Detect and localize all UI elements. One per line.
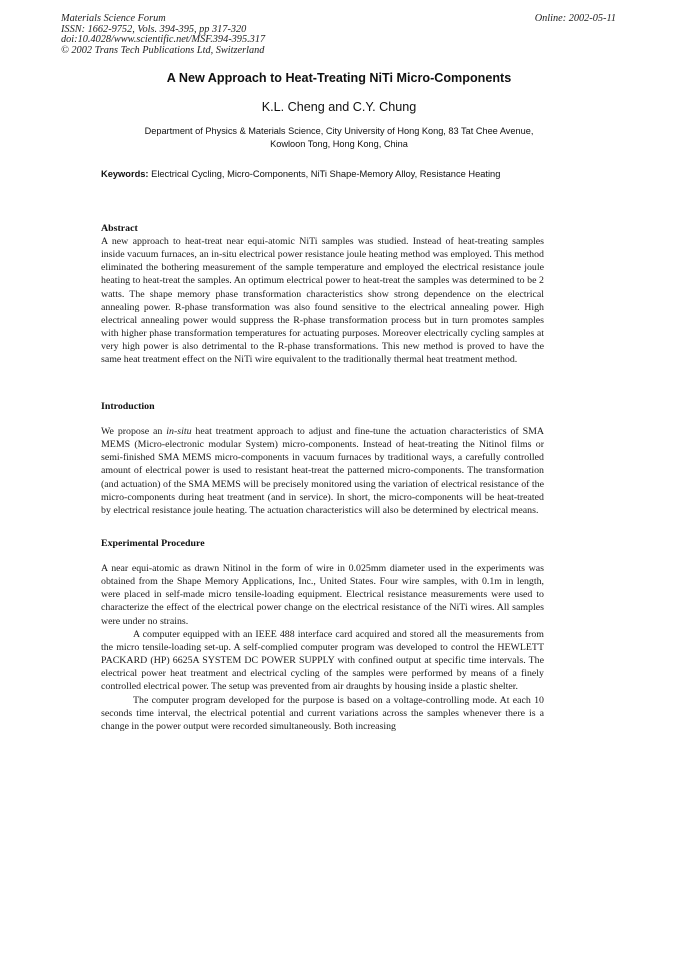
issn-line: ISSN: 1662-9752, Vols. 394-395, pp 317-320 xyxy=(61,23,247,35)
author-affiliation xyxy=(92,125,586,150)
paper-title: A New Approach to Heat-Treating NiTi Micro-Components xyxy=(166,71,512,85)
paper-authors: K.L. Cheng and C.Y. Chung xyxy=(261,100,417,114)
experimental-heading: Experimental Procedure xyxy=(101,538,205,549)
introduction-section xyxy=(101,400,544,517)
introduction-heading: Introduction xyxy=(101,401,155,412)
abstract-section xyxy=(101,222,544,367)
publication-meta xyxy=(61,14,265,56)
copyright-line: © 2002 Trans Tech Publications Ltd, Switzerland xyxy=(61,44,265,56)
keywords-text: Electrical Cycling, Micro-Components, NiTi Shape-Memory Alloy, Resistance Heating xyxy=(151,169,501,179)
keywords-label: Keywords: xyxy=(101,169,149,179)
doi-line[interactable]: doi:10.4028/www.scientific.net/MSF.394-395.317 xyxy=(61,34,266,46)
experimental-para-2: A computer equipped with an IEEE 488 interface card acquired and stored all the measurements from the micro tensile-loading set-up. A self-complied computer program was developed to control the HEWLETT PACKARD (HP) 6625A SYSTEM DC POWER SUPPLY with confined output at specific time intervals. The electrical power heat treatment and electrical cycling of the samples were performed by means of a finely controlled electrical power. The setup was prevented from air draughts by housing inside a plastic shelter. xyxy=(101,628,544,693)
abstract-text: A new approach to heat-treat near equi-atomic NiTi samples was studied. Instead of heat-treating samples inside vacuum furnaces, an in-situ electrical power resistance joule heating method was employed. This method eliminated the bothering measurement of the sample temperature and employed the electrical resistance joule heating to heat-treat the samples. An optimum electrical power to heat-treat the samples was determined to be 2 watts. The shape memory phase transformation characteristics show strong dependence on the electrical annealing power. R-phase transformation was also found sensitive to the electrical annealing power. High electrical annealing power would suppress the R-phase transformation process but in turn promotes samples with higher phase transformation temperatures for actuating purposes. Moreover electrically cycling samples at very high power is also detrimental to the R-phase transformations. This new method is proved to have the same heat treatment effect on the NiTi wire equivalent to the traditionally thermal heat treatment method. xyxy=(101,236,544,366)
introduction-text xyxy=(101,425,544,517)
affiliation-line-1: Department of Physics & Materials Science, City University of Hong Kong, 83 Tat Chee Avenue, xyxy=(144,126,534,136)
journal-name: Materials Science Forum xyxy=(61,13,166,24)
affiliation-line-2: Kowloon Tong, Hong Kong, China xyxy=(270,138,408,149)
online-date: Online: 2002-05-11 xyxy=(534,13,616,24)
intro-text-part: We propose an xyxy=(101,426,167,437)
intro-text-part: heat treatment approach to adjust and fine-tune the actuation characteristics of SMA MEMS (Micro-electronic modular System) micro-components. Instead of heat-treating the Nitinol films or semi-finished SMA MEMS micro-components in vacuum furnaces by traditional ways, a carefully controlled amount of electrical power is used to resistant heat-treat the patterned micro-components. The transformation (and actuation) of the SMA MEMS will be precisely monitored using the variation of electrical resistance of the micro-components during heat treatment (and in service). In short, the micro-components will be heat-treated by electrical resistance joule heating. The actuation characteristics will also be determined by electrical means. xyxy=(101,426,545,516)
experimental-section xyxy=(101,537,544,733)
keywords xyxy=(101,168,581,180)
abstract-heading: Abstract xyxy=(101,223,138,234)
experimental-para-3: The computer program developed for the purpose is based on a voltage-controlling mode. At each 10 seconds time interval, the electrical potential and current variations across the samples whenever there is a change in the power output were recorded simultaneously. Both increasing xyxy=(101,694,544,732)
intro-italic-term: in-situ xyxy=(166,426,192,437)
experimental-para-1: A near equi-atomic as drawn Nitinol in the form of wire in 0.025mm diameter used in the experiments was obtained from the Shape Memory Applications, Inc., United States. Four wire samples, with 0.1m in length, were placed in self-made micro tensile-loading equipment. Electrical resistance measurements were used to characterize the effect of the electrical power change on the electrical resistance of the NiTi wires. All samples were under no strains. xyxy=(101,563,544,627)
